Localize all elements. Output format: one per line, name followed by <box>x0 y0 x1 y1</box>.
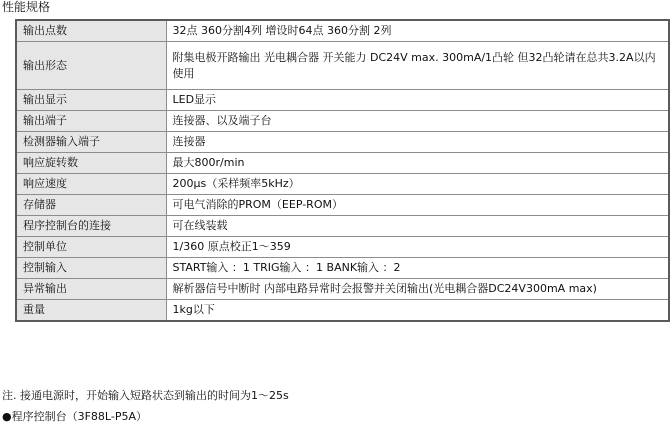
table-row <box>16 195 669 216</box>
row-value: 最大800r/min <box>166 153 669 174</box>
section-title: 性能规格 <box>2 0 51 14</box>
table-row <box>16 237 669 258</box>
table-row <box>16 111 669 132</box>
row-value: 32点 360分割4列 增设时64点 360分割 2列 <box>166 20 669 42</box>
row-value: 1kg以下 <box>166 300 669 322</box>
row-value: 连接器、以及端子台 <box>166 111 669 132</box>
table-row <box>16 174 669 195</box>
table-row <box>16 216 669 237</box>
row-value: 1/360 原点校正1～359 <box>166 237 669 258</box>
row-value: 可电气消除的PROM（EEP-ROM） <box>166 195 669 216</box>
row-value: 附集电极开路输出 光电耦合器 开关能力 DC24V max. 300mA/1凸轮 但32凸轮请在总共3.2A以内使用 <box>166 42 669 90</box>
row-label: 异常输出 <box>16 279 166 300</box>
row-value: LED显示 <box>166 90 669 111</box>
table-row <box>16 258 669 279</box>
row-value: 可在线装载 <box>166 216 669 237</box>
table-row <box>16 279 669 300</box>
table-row <box>16 132 669 153</box>
row-value: 连接器 <box>166 132 669 153</box>
row-label: 控制输入 <box>16 258 166 279</box>
row-label: 输出形态 <box>16 42 166 90</box>
table-row <box>16 42 669 90</box>
row-value: START输入 ：1 TRIG输入 ：1 BANK输入 ：2 <box>166 258 669 279</box>
row-label: 存储器 <box>16 195 166 216</box>
table-row <box>16 300 669 322</box>
row-label: 检测器输入端子 <box>16 132 166 153</box>
row-value: 解析器信号中断时 内部电路异常时会报警并关闭输出(光电耦合器DC24V300mA max) <box>166 279 669 300</box>
footnote: 注. 接通电源时，开始输入短路状态到输出的时间为1～25s <box>2 389 289 402</box>
row-label: 输出端子 <box>16 111 166 132</box>
row-label: 输出点数 <box>16 20 166 42</box>
row-value: 200μs（采样频率5kHz） <box>166 174 669 195</box>
row-label: 输出显示 <box>16 90 166 111</box>
next-section-heading: ●程序控制台（3F88L-P5A） <box>2 410 147 423</box>
table-row <box>16 153 669 174</box>
table-row <box>16 90 669 111</box>
table-row <box>16 20 669 42</box>
row-label: 重量 <box>16 300 166 322</box>
row-label: 程序控制台的连接 <box>16 216 166 237</box>
spec-table <box>15 19 670 322</box>
row-label: 响应旋转数 <box>16 153 166 174</box>
row-label: 控制单位 <box>16 237 166 258</box>
row-label: 响应速度 <box>16 174 166 195</box>
